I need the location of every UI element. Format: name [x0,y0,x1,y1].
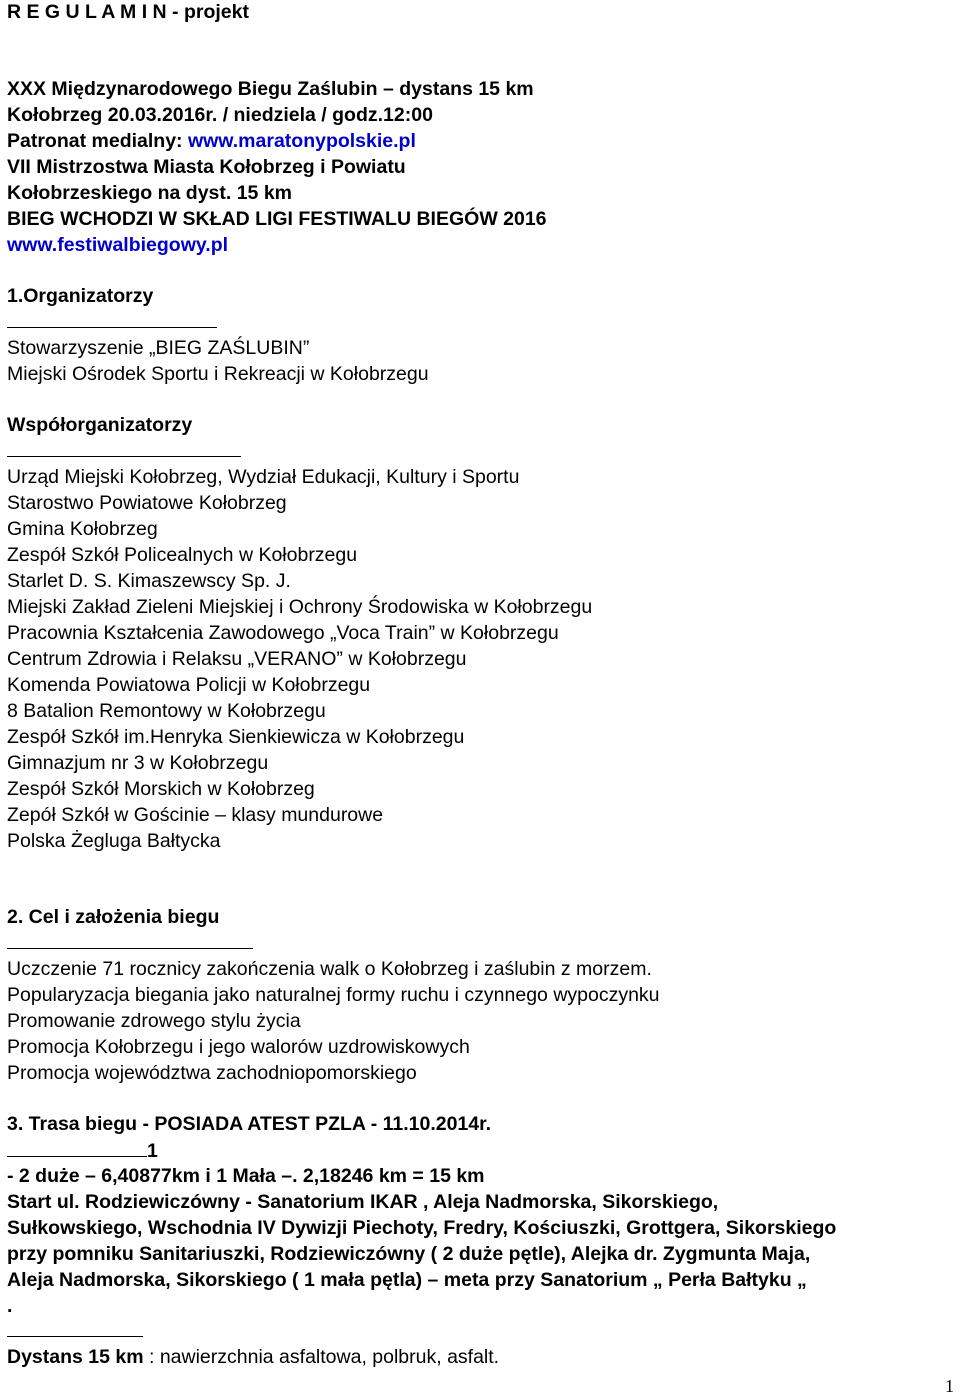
co-organizer-item: Zepół Szkół w Gościnie – klasy mundurowe [7,804,384,826]
co-organizer-item: Zespół Szkół im.Henryka Sienkiewicza w Kołobrzegu [7,726,465,748]
co-organizers-heading: Współorganizatorzy [7,414,193,436]
co-organizer-item: 8 Batalion Remontowy w Kołobrzegu [7,700,326,722]
goal-item: Promowanie zdrowego stylu życia [7,1010,301,1032]
co-organizer-item: Zespół Szkół Policealnych w Kołobrzegu [7,544,358,566]
route-line: przy pomniku Sanitariuszki, Rodziewiczówny ( 2 duże pętle), Alejka dr. Zygmunta Maja, [7,1243,811,1265]
distance-surface: : nawierzchnia asfaltowa, polbruk, asfalt. [143,1346,500,1368]
distance-label: Dystans 15 km [7,1346,144,1368]
route-line: Aleja Nadmorska, Sikorskiego ( 1 mała pętla) – meta przy Sanatorium „ Perła Bałtyku „ [7,1269,807,1291]
route-line: Sułkowskiego, Wschodnia IV Dywizji Piechoty, Fredry, Kościuszki, Grottgera, Sikorskiego [7,1217,837,1239]
media-patronage-label: Patronat medialny: [7,130,188,152]
route-line: . [7,1295,13,1317]
festiwal-link[interactable]: www.festiwalbiegowy.pl [7,234,229,256]
co-organizers-underline [7,456,241,457]
championship-line-1: VII Mistrzostwa Miasta Kołobrzeg i Powiatu [7,156,406,178]
goal-item: Uczczenie 71 rocznicy zakończenia walk o Kołobrzeg i zaślubin z morzem. [7,958,652,980]
co-organizer-item: Starlet D. S. Kimaszewscy Sp. J. [7,570,291,592]
section-3-underline [7,1138,147,1157]
page-number: 1 [945,1376,954,1396]
league-info: BIEG WCHODZI W SKŁAD LIGI FESTIWALU BIEGÓW 2016 [7,208,547,230]
event-name: XXX Międzynarodowego Biegu Zaślubin – dystans 15 km [7,78,534,100]
co-organizer-item: Urząd Miejski Kołobrzeg, Wydział Edukacji, Kultury i Sportu [7,466,520,488]
co-organizer-item: Zespół Szkół Morskich w Kołobrzeg [7,778,315,800]
section-3-underline-row [7,1138,158,1163]
distance-underline [7,1336,143,1337]
section-2-underline [7,948,253,949]
co-organizer-item: Miejski Zakład Zieleni Miejskiej i Ochrony Środowiska w Kołobrzegu [7,596,593,618]
goal-item: Promocja Kołobrzegu i jego walorów uzdrowiskowych [7,1036,470,1058]
co-organizer-item: Starostwo Powiatowe Kołobrzeg [7,492,287,514]
section-2-heading: 2. Cel i założenia biegu [7,906,220,928]
co-organizer-item: Gimnazjum nr 3 w Kołobrzegu [7,752,269,774]
co-organizer-item: Komenda Powiatowa Policji w Kołobrzegu [7,674,371,696]
distance-line [7,1345,499,1369]
section-3-underline-suffix: 1 [147,1140,158,1162]
co-organizer-item: Gmina Kołobrzeg [7,518,158,540]
section-3-heading: 3. Trasa biegu - POSIADA ATEST PZLA - 11.10.2014r. [7,1113,492,1135]
event-date: Kołobrzeg 20.03.2016r. / niedziela / godz.12:00 [7,104,433,126]
goal-item: Promocja województwa zachodniopomorskiego [7,1062,417,1084]
co-organizer-item: Polska Żegluga Bałtycka [7,830,221,852]
goal-item: Popularyzacja biegania jako naturalnej formy ruchu i czynnego wypoczynku [7,984,660,1006]
championship-line-2: Kołobrzeskiego na dyst. 15 km [7,182,293,204]
document-title: R E G U L A M I N - projekt [7,1,249,23]
organizer-item: Miejski Ośrodek Sportu i Rekreacji w Kołobrzegu [7,363,429,385]
route-line: - 2 duże – 6,40877km i 1 Mała –. 2,18246 km = 15 km [7,1165,485,1187]
section-1-underline [7,327,217,328]
media-patronage [7,129,416,153]
co-organizer-item: Pracownia Kształcenia Zawodowego „Voca Train” w Kołobrzegu [7,622,559,644]
section-1-heading: 1.Organizatorzy [7,285,154,307]
co-organizer-item: Centrum Zdrowia i Relaksu „VERANO” w Kołobrzegu [7,648,467,670]
organizer-item: Stowarzyszenie „BIEG ZAŚLUBIN” [7,337,310,359]
route-line: Start ul. Rodziewiczówny - Sanatorium IKAR , Aleja Nadmorska, Sikorskiego, [7,1191,719,1213]
maratonypolskie-link[interactable]: www.maratonypolskie.pl [187,130,416,152]
